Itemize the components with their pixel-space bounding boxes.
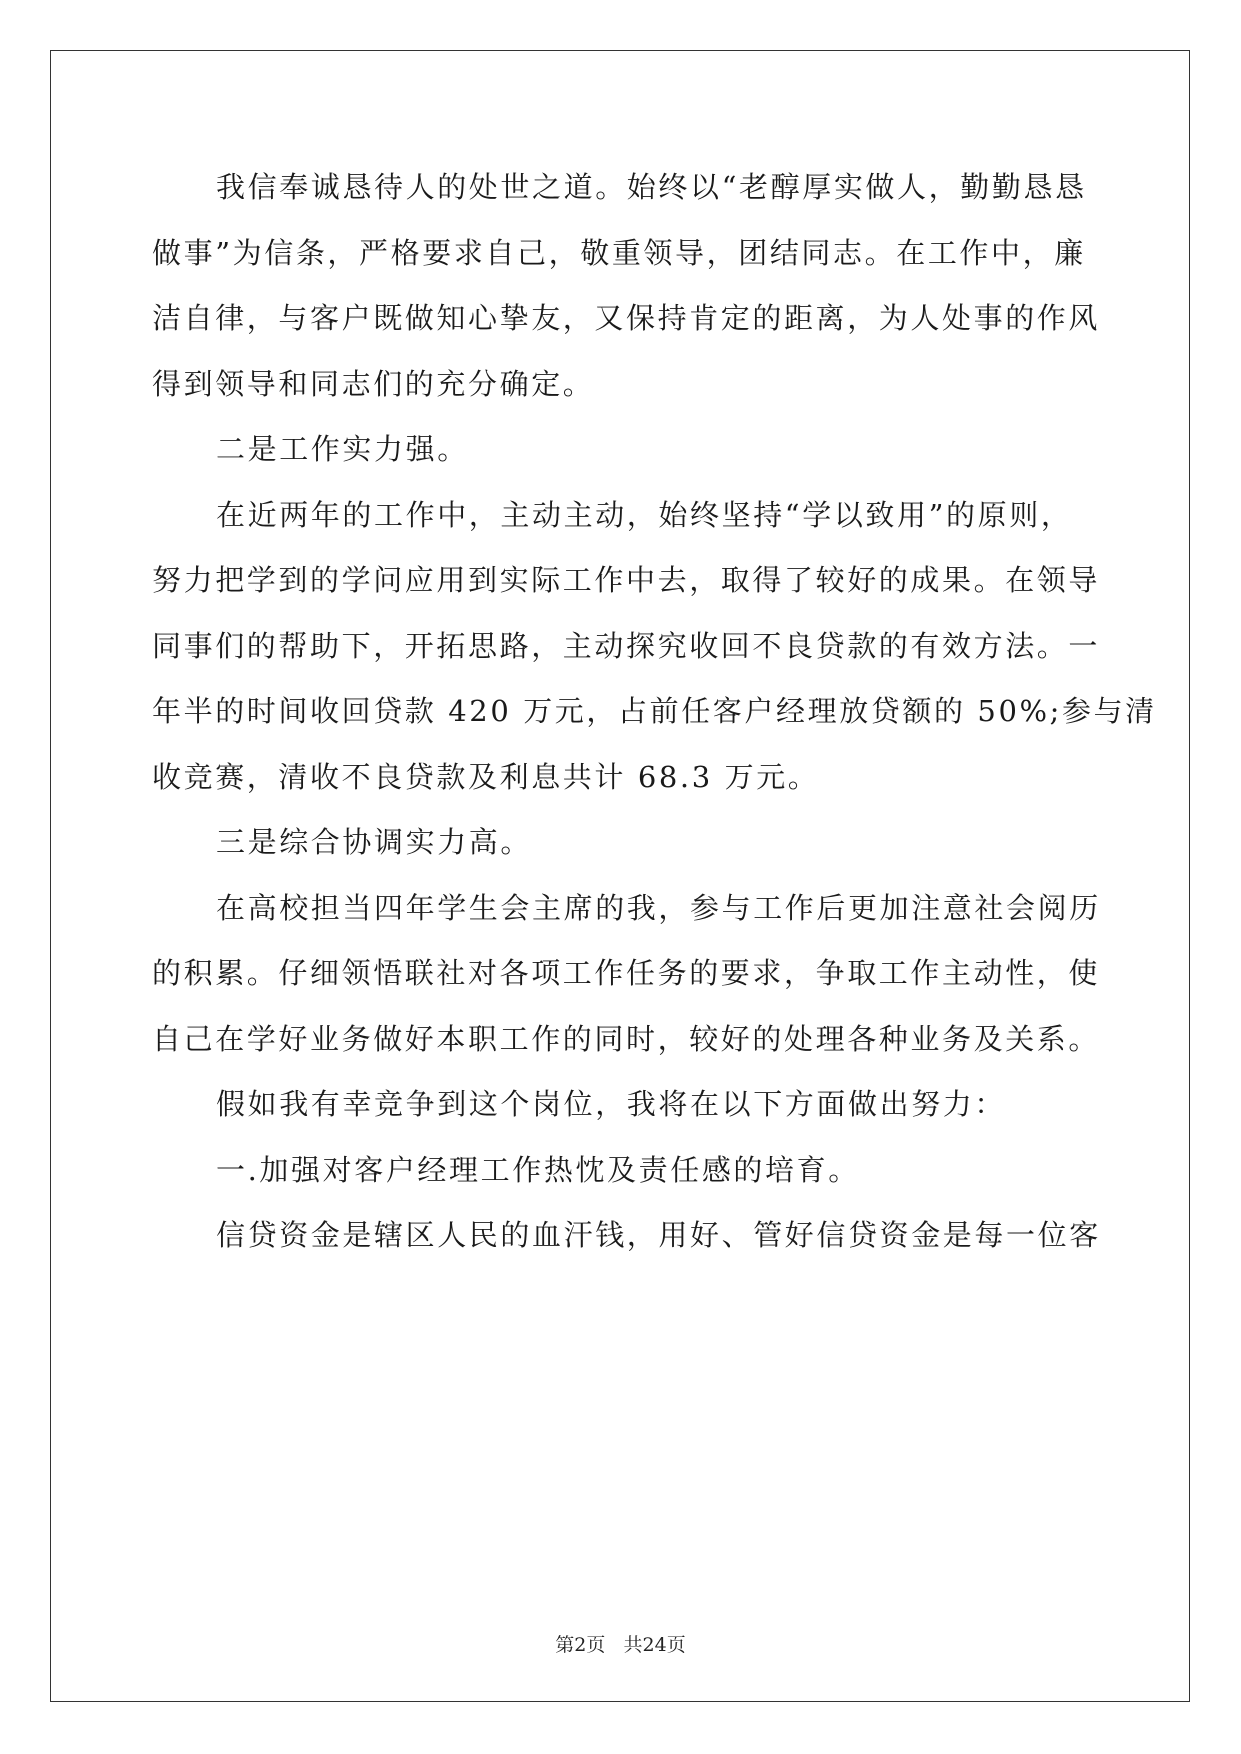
text-line: 年半的时间收回贷款 420 万元，占前任客户经理放贷额的 50%;参与清 [152, 694, 1157, 728]
text-line: 信贷资金是辖区人民的血汗钱，用好、管好信贷资金是每一位客 [216, 1218, 1101, 1252]
text-line: 的积累。仔细领悟联社对各项工作任务的要求，争取工作主动性，使 [152, 956, 1101, 990]
document-body [152, 155, 1157, 1269]
page-footer [0, 1630, 1241, 1657]
text-line: 自己在学好业务做好本职工作的同时，较好的处理各种业务及关系。 [152, 1021, 1101, 1056]
text-line: 收竞赛，清收不良贷款及利息共计 68.3 万元。 [152, 759, 820, 794]
text-line: 得到领导和同志们的充分确定。 [152, 366, 595, 401]
text-line: 我信奉诚恳待人的处世之道。始终以“老醇厚实做人，勤勤恳恳 [216, 170, 1087, 204]
list-heading: 一.加强对客户经理工作热忱及责任感的培育。 [216, 1152, 860, 1187]
text-line: 在高校担当四年学生会主席的我，参与工作后更加注意社会阅历 [216, 890, 1101, 925]
section-heading: 二是工作实力强。 [216, 432, 469, 466]
page-number: 第2页 [555, 1634, 606, 1656]
text-line: 努力把学到的学问应用到实际工作中去，取得了较好的成果。在领导 [152, 563, 1101, 597]
section-heading: 三是综合协调实力高。 [216, 825, 533, 859]
text-line: 同事们的帮助下，开拓思路，主动探究收回不良贷款的有效方法。一 [152, 628, 1101, 663]
text-line: 在近两年的工作中，主动主动，始终坚持“学以致用”的原则， [216, 497, 1073, 532]
text-line: 假如我有幸竞争到这个岗位，我将在以下方面做出努力： [216, 1087, 1007, 1121]
page-total: 共24页 [623, 1634, 686, 1656]
text-line: 洁自律，与客户既做知心挚友，又保持肯定的距离，为人处事的作风 [152, 301, 1101, 335]
text-line: 做事”为信条，严格要求自己，敬重领导，团结同志。在工作中，廉 [152, 235, 1086, 270]
